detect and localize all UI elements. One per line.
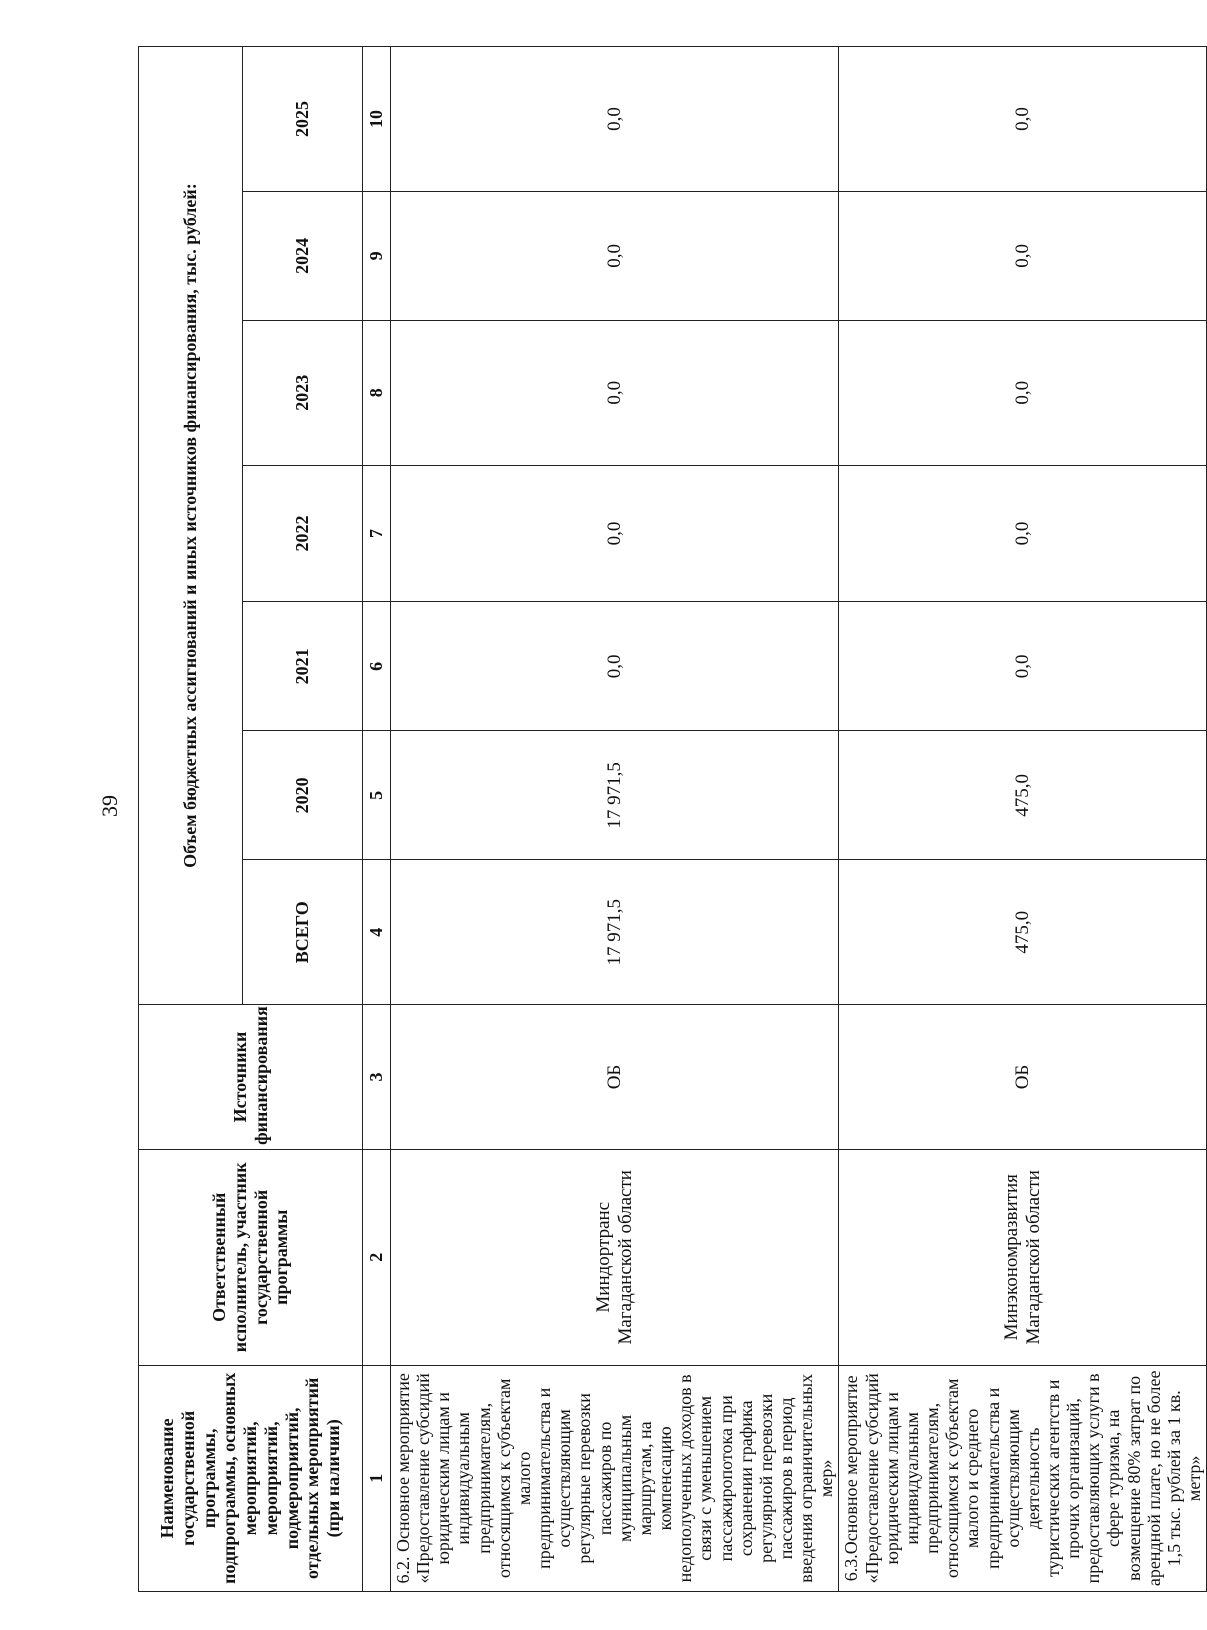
column-number: 10 [363,47,391,192]
header-year: 2024 [243,191,363,320]
column-number: 4 [363,860,391,1005]
row-total: 17 971,5 [391,860,839,1005]
column-number: 5 [363,731,391,860]
row-name: 6.2. Основное мероприятие «Предоставление субсидий юридическим лицам и индивидуальным предпринимателям, относящимся к субъектам малого предпринимательства и осуществляющим регулярные перевозки пассажиров по муниципальным маршрутам, на компенсацию недополученных доходов в связи с уменьшением пассажиропотока при сохранении графика регулярной перевозки пассажиров в период введения ограничительных мер» [391,1365,839,1591]
row-total: 475,0 [839,860,1207,1005]
table-row [839,47,1207,1592]
page-number: 39 [97,795,122,817]
row-value: 0,0 [839,465,1207,602]
column-number: 7 [363,465,391,602]
row-value: 0,0 [391,602,839,731]
row-name: 6.3.Основное мероприятие «Предоставление субсидий юридическим лицам и индивидуальным предпринимателям, относящимся к субъектам малого и среднего предпринимательства и осуществляющим деятельность туристических агентств и прочих организаций, предоставляющих услуги в сфере туризма, на возмещение 80% затрат по арендной плате, но не более 1,5 тыс. рублей за 1 кв. метр» [839,1365,1207,1591]
row-value: 0,0 [839,47,1207,192]
row-executor: Миндортранс Магаданской области [391,1149,839,1365]
column-number: 8 [363,320,391,465]
row-value: 0,0 [391,47,839,192]
row-value: 0,0 [391,191,839,320]
row-value: 0,0 [839,191,1207,320]
header-executor: Ответственный исполнитель, участник государственной программы [139,1149,363,1365]
row-source: ОБ [391,1005,839,1150]
header-name: Наименование государственной программы, подпрограммы, основных мероприятий, мероприятий, подмероприятий, отдельных мероприятий (при наличии) [139,1365,363,1591]
header-source: Источники финансирования [139,1005,363,1150]
row-value: 17 971,5 [391,731,839,860]
column-number: 2 [363,1149,391,1365]
header-year: 2022 [243,465,363,602]
row-value: 0,0 [391,465,839,602]
budget-table [138,46,1207,1592]
row-value: 0,0 [839,602,1207,731]
header-total: ВСЕГО [243,860,363,1005]
row-value: 0,0 [839,320,1207,465]
header-year: 2020 [243,731,363,860]
header-year: 2025 [243,47,363,192]
column-number: 9 [363,191,391,320]
column-number: 1 [363,1365,391,1591]
header-budget-group: Объем бюджетных ассигнований и иных источников финансирования, тыс. рублей: [139,47,243,1005]
row-value: 0,0 [391,320,839,465]
row-source: ОБ [839,1005,1207,1150]
header-year: 2021 [243,602,363,731]
column-number: 6 [363,602,391,731]
row-executor: Минэкономразвития Магаданской области [839,1149,1207,1365]
budget-table-container [138,46,1205,1592]
header-year: 2023 [243,320,363,465]
column-number: 3 [363,1005,391,1150]
table-row [391,47,839,1592]
row-value: 475,0 [839,731,1207,860]
